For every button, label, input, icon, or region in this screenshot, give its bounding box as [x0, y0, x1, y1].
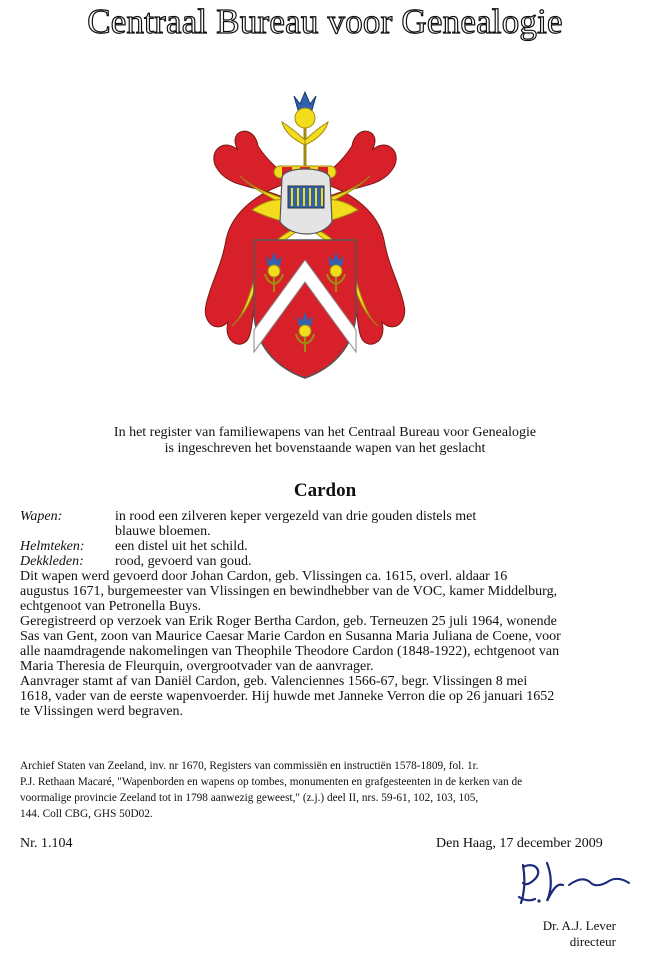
definition-label-wapen: Wapen:: [20, 509, 63, 524]
history-line: echtgenoot van Petronella Buys.: [20, 599, 202, 614]
source-line: 144. Coll CBG, GHS 50D02.: [20, 808, 153, 820]
signer-name: Dr. A.J. Lever: [542, 918, 616, 933]
signature: [513, 857, 631, 911]
history-line: Maria Theresia de Fleurquin, overgrootvader van de aanvrager.: [20, 659, 374, 674]
source-line: P.J. Rethaan Macaré, "Wapenborden en wapens op tombes, monumenten en grafgesteenten in de kerken van de: [20, 776, 523, 788]
definition-label-dekkleden: Dekkleden:: [20, 554, 84, 569]
history-line: Aanvrager stamt af van Daniël Cardon, geb. Valenciennes 1566-67, begr. Vlissingen 8 mei: [20, 674, 528, 689]
shield: [254, 240, 356, 378]
source-line: Archief Staten van Zeeland, inv. nr 1670, Registers van commissiën en instructiën 1578-1809, fol. 1r.: [20, 760, 479, 772]
history-line: 1618, vader van de eerste wapenvoerder. Hij huwde met Janneke Verron die op 26 januari 1652: [20, 689, 555, 704]
definition-value-helmteken: een distel uit het schild.: [115, 539, 248, 554]
history-text: [20, 569, 632, 719]
definition-value-dekkleden: rood, gevoerd van goud.: [115, 554, 252, 569]
source-line: voormalige provincie Zeeland tot in 1798 aanwezig geweest," (z.j.) deel II, nrs. 59-61, 102, 103, 105,: [20, 792, 479, 804]
intro-line: In het register van familiewapens van het Centraal Bureau voor Genealogie: [113, 425, 537, 440]
page-title: Centraal Bureau voor Genealogie: [87, 2, 563, 41]
history-line: alle naamdragende nakomelingen van Theophile Theodore Cardon (1848-1922), echtgenoot van: [20, 644, 560, 659]
sources-list: [20, 758, 632, 822]
definition-label-helmteken: Helmteken:: [20, 539, 85, 554]
definition-value-wapen: in rood een zilveren keper vergezeld van drie gouden distels met blauwe bloemen.: [115, 509, 477, 539]
history-line: te Vlissingen werd begraven.: [20, 704, 184, 719]
history-line: augustus 1671, burgemeester van Vlissingen en bewindhebber van de VOC, kamer Middelburg,: [20, 584, 558, 599]
document-number: Nr. 1.104: [20, 836, 73, 851]
coat-of-arms: [192, 90, 418, 380]
helmet: [280, 169, 332, 234]
intro-line: is ingeschreven het bovenstaande wapen van het geslacht: [164, 441, 486, 456]
family-name: Cardon: [293, 480, 357, 501]
registration-intro: [20, 425, 630, 457]
history-line: Geregistreerd op verzoek van Erik Roger Bertha Cardon, geb. Terneuzen 25 juli 1964, wonende: [20, 614, 557, 629]
history-line: Dit wapen werd gevoerd door Johan Cardon, geb. Vlissingen ca. 1615, overl. aldaar 16: [20, 569, 508, 584]
crest-thistle: [282, 92, 328, 170]
history-line: Sas van Gent, zoon van Maurice Caesar Marie Cardon en Susanna Maria Juliana de Coene, voor: [20, 629, 561, 644]
place-date: Den Haag, 17 december 2009: [436, 836, 603, 851]
signer-role: directeur: [569, 934, 616, 949]
